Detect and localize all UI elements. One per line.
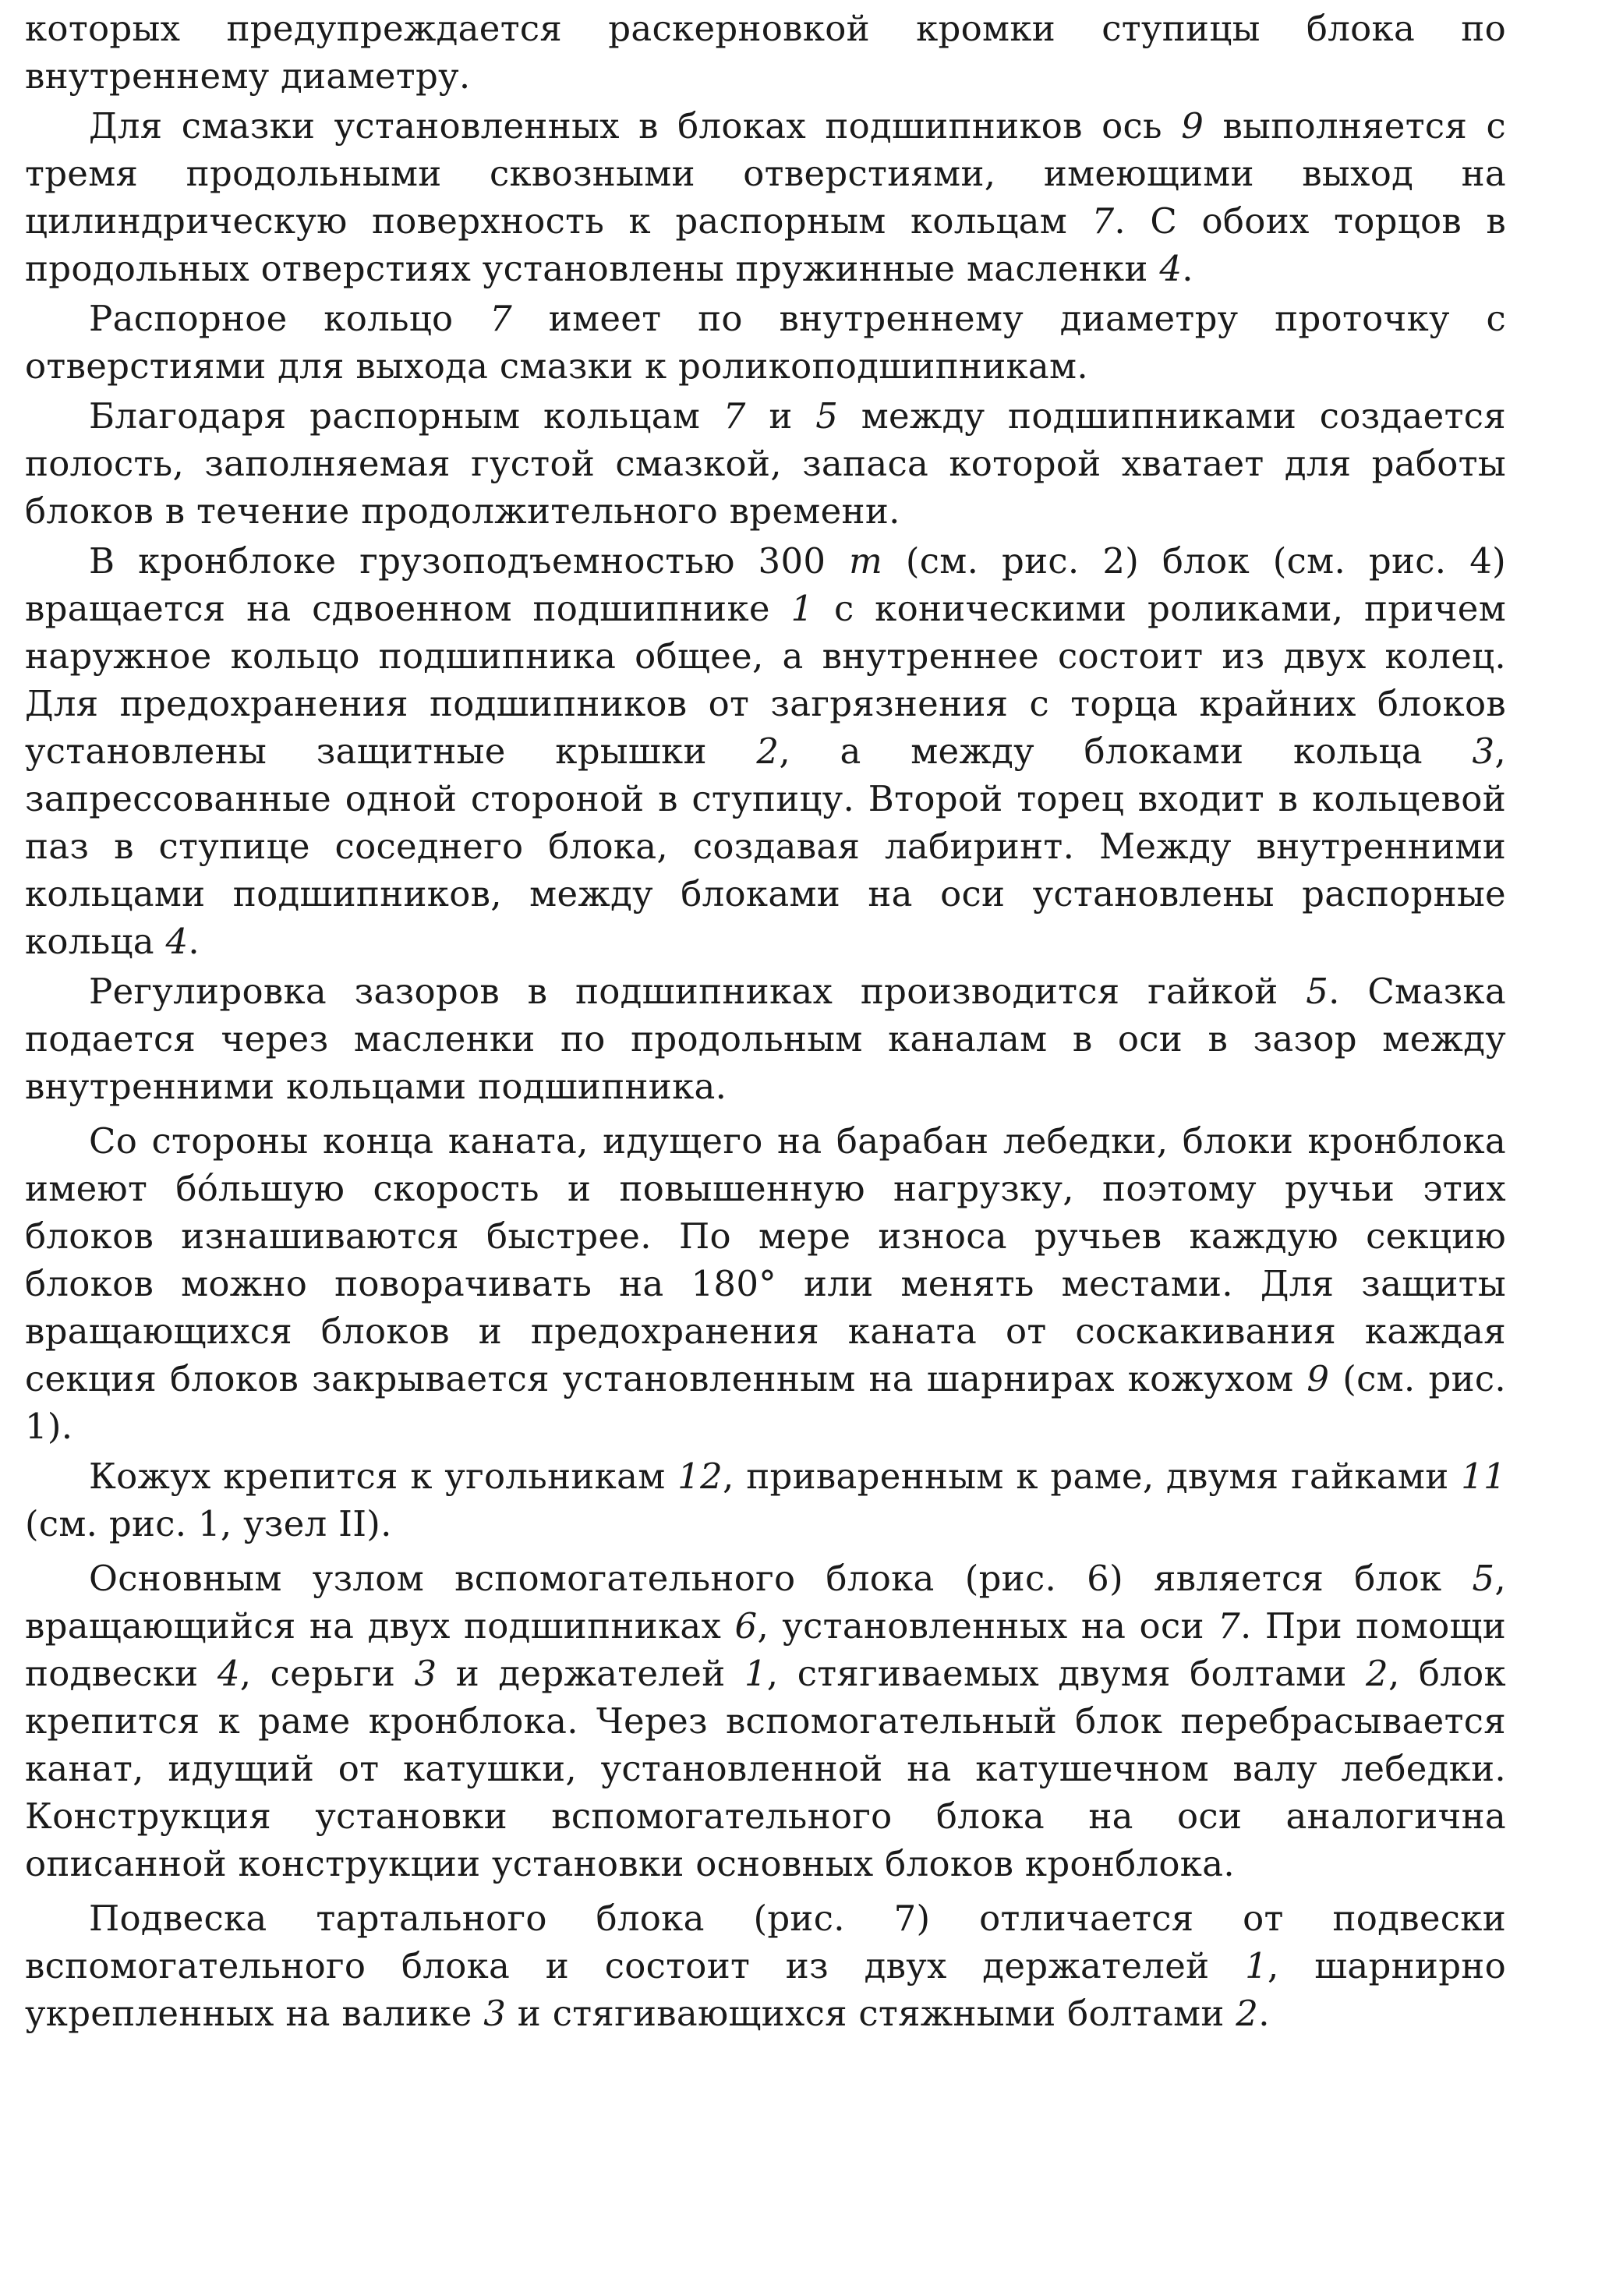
text-run: , серьги bbox=[239, 1653, 415, 1694]
text-run: и стягивающихся стяжными болтами bbox=[506, 1993, 1236, 2034]
paragraph-2 bbox=[25, 295, 1506, 390]
paragraph-6 bbox=[25, 1117, 1506, 1450]
text-run: Подвеска тартального блока (рис. 7) отличается от подвески вспомогательного блока и состоит из двух держателей bbox=[25, 1898, 1506, 1986]
text-run: . bbox=[1258, 1993, 1270, 2034]
text-run: . При помощи подвески bbox=[25, 1605, 1506, 1694]
paragraph-9 bbox=[25, 1894, 1506, 2037]
text-run: . bbox=[188, 921, 200, 962]
text-run: между подшипниками создается полость, заполняемая густой смазкой, запаса которой хватает для работы блоков в течение продолжительного времени. bbox=[25, 395, 1506, 532]
item-number: 7 bbox=[1091, 200, 1115, 242]
text-run: и bbox=[745, 395, 816, 437]
text-run: Основным узлом вспомогательного блока (рис. 6) является блок bbox=[89, 1558, 1473, 1599]
item-number: 9 bbox=[1307, 1358, 1330, 1399]
text-run: Регулировка зазоров в подшипниках производится гайкой bbox=[89, 971, 1307, 1012]
item-number: 1 bbox=[1245, 1945, 1268, 1986]
paragraph-text: которых предупреждается раскерновкой кромки ступицы блока по внутреннему диаметру. bbox=[25, 8, 1506, 97]
text-run: . С обоих торцов в продольных отверстиях установлены пружинные масленки bbox=[25, 200, 1506, 289]
item-number: 4 bbox=[1159, 248, 1183, 289]
item-number: 1 bbox=[790, 588, 814, 629]
paragraph-7 bbox=[25, 1452, 1506, 1548]
text-run: , вращающийся на двух подшипниках bbox=[25, 1558, 1506, 1647]
text-run: выполняется с тремя продольными сквозными отверстиями, имеющими выход на цилиндрическую поверхность к распорным кольцам bbox=[25, 105, 1506, 242]
text-run: , запрессованные одной стороной в ступицу. Второй торец входит в кольцевой паз в ступице соседнего блока, создавая лабиринт. Между внутренними кольцами подшипников, между блоками на оси установлены распорные кольца bbox=[25, 731, 1506, 962]
text-run: . bbox=[1182, 248, 1193, 289]
text-run: (см. рис. 1). bbox=[25, 1358, 1506, 1447]
paragraph-1 bbox=[25, 102, 1506, 292]
text-run: с коническими роликами, причем наружное кольцо подшипника общее, а внутреннее состоит из двух колец. Для предохранения подшипников от загрязнения с торца крайних блоков установлены защитные крышки bbox=[25, 588, 1506, 772]
item-number: 2 bbox=[1366, 1653, 1388, 1694]
text-run: , установленных на оси bbox=[757, 1605, 1218, 1647]
paragraph-5 bbox=[25, 968, 1506, 1110]
text-run: , а между блоками кольца bbox=[779, 731, 1473, 772]
item-number: 4 bbox=[217, 1653, 240, 1694]
text-run: Кожух крепится к угольникам bbox=[89, 1456, 678, 1497]
text-run: , блок крепится к раме кронблока. Через вспомогательный блок перебрасывается канат, идущий от катушки, установленной на катушечном валу лебедки. Конструкция установки вспомогательного блока на оси аналогична описанной конструкции установки основных блоков кронблока. bbox=[25, 1653, 1506, 1884]
item-number: 6 bbox=[734, 1605, 758, 1647]
item-number: 3 bbox=[483, 1993, 507, 2034]
item-number: 2 bbox=[1236, 1993, 1259, 2034]
item-number: 7 bbox=[723, 395, 746, 437]
item-number: 4 bbox=[165, 921, 189, 962]
text-run: . Смазка подается через масленки по продольным каналам в оси в зазор между внутренними кольцами подшипника. bbox=[25, 971, 1506, 1107]
text-run: , шарнирно укрепленных на валике bbox=[25, 1945, 1506, 2034]
paragraph-8 bbox=[25, 1555, 1506, 1887]
unit-symbol: т bbox=[849, 540, 883, 582]
text-run: (см. рис. 2) блок (см. рис. 4) вращается на сдвоенном подшипнике bbox=[25, 540, 1506, 629]
item-number: 2 bbox=[756, 731, 780, 772]
item-number: 11 bbox=[1461, 1456, 1506, 1497]
document-page bbox=[25, 5, 1506, 2040]
item-number: 7 bbox=[1218, 1605, 1240, 1647]
paragraph-4 bbox=[25, 537, 1506, 965]
item-number: 1 bbox=[744, 1653, 767, 1694]
text-run: Распорное кольцо bbox=[89, 298, 490, 339]
item-number: 9 bbox=[1181, 105, 1204, 147]
item-number: 7 bbox=[490, 298, 513, 339]
text-run: , стягиваемых двумя болтами bbox=[766, 1653, 1367, 1694]
text-run: Для смазки установленных в блоках подшипников ось bbox=[89, 105, 1182, 147]
text-run: , приваренным к раме, двумя гайками bbox=[723, 1456, 1462, 1497]
item-number: 3 bbox=[1472, 731, 1495, 772]
item-number: 12 bbox=[677, 1456, 723, 1497]
text-run: имеет по внутреннему диаметру проточку с отверстиями для выхода смазки к роликоподшипникам. bbox=[25, 298, 1506, 387]
text-run: и держателей bbox=[437, 1653, 744, 1694]
item-number: 5 bbox=[1306, 971, 1329, 1012]
text-run: Со стороны конца каната, идущего на барабан лебедки, блоки кронблока имеют бо́льшую скорость и повышенную нагрузку, поэтому ручьи этих блоков изнашиваются быстрее. По мере износа ручьев каждую секцию блоков можно поворачивать на 180° или менять местами. Для защиты вращающихся блоков и предохранения каната от соскакивания каждая секция блоков закрывается установленным на шарнирах кожухом bbox=[25, 1120, 1506, 1399]
text-run: (см. рис. 1, узел II). bbox=[25, 1503, 392, 1544]
item-number: 5 bbox=[1472, 1558, 1495, 1599]
item-number: 5 bbox=[815, 395, 839, 437]
text-run: В кронблоке грузоподъемностью 300 bbox=[89, 540, 850, 582]
item-number: 3 bbox=[414, 1653, 437, 1694]
paragraph-3 bbox=[25, 392, 1506, 535]
text-run: Благодаря распорным кольцам bbox=[89, 395, 723, 437]
paragraph-0 bbox=[25, 5, 1506, 100]
